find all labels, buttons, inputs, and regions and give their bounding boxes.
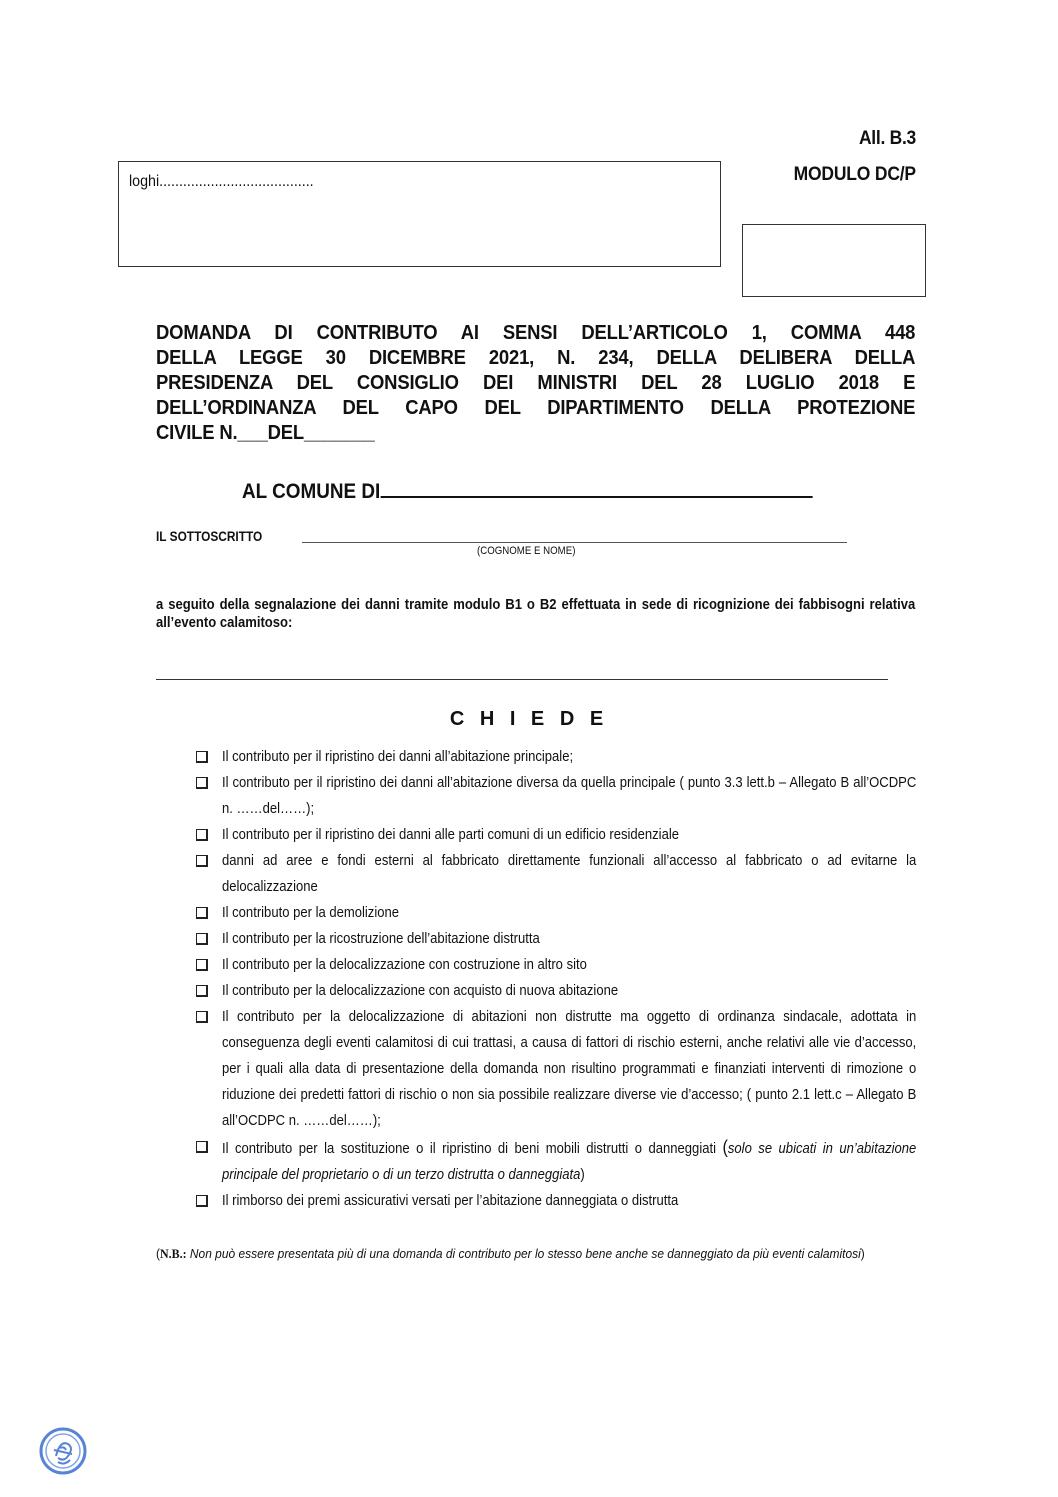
option-label: Il contributo per il ripristino dei danni all’abitazione diversa da quella principale ( punto 3.3 lett.b – Allegato B all’OCDPC n. ……del……); [222,775,917,817]
recipient-label: AL COMUNE DI [242,480,381,503]
request-option [194,1004,917,1134]
title-line: DELL’ORDINANZA DEL CAPO DEL DIPARTIMENTO DELLA PROTEZIONE [156,396,916,419]
checkbox-icon[interactable] [196,1195,208,1207]
applicant-label: IL SOTTOSCRITTO [156,529,263,544]
request-option [194,770,917,822]
recipient-field[interactable] [380,478,812,498]
logo-box [118,161,721,267]
request-option [194,900,917,926]
applicant-field[interactable] [302,542,847,543]
request-option [194,952,917,978]
title-line: DOMANDA DI CONTRIBUTO AI SENSI DELL’ARTICOLO 1, COMMA 448 [156,321,916,344]
recipient-row [242,478,812,504]
checkbox-icon[interactable] [196,751,208,763]
checkbox-icon[interactable] [196,907,208,919]
event-intro-text: a seguito della segnalazione dei danni tramite modulo B1 o B2 effettuata in sede di ricognizione dei fabbisogni relativa all’evento calamitoso: [156,597,916,631]
request-option [194,822,917,848]
document-title [156,320,916,445]
checkbox-icon[interactable] [196,777,208,789]
title-line: PRESIDENZA DEL CONSIGLIO DEI MINISTRI DEL 28 LUGLIO 2018 E [156,371,916,394]
logo-placeholder: loghi....................................... [129,173,314,190]
form-code: MODULO DC/P [793,164,916,185]
request-option [194,978,917,1004]
option-label: Il contributo per il ripristino dei danni alle parti comuni di un edificio residenziale [222,827,680,843]
option-label: danni ad aree e fondi esterni al fabbricato direttamente funzionali all’accesso al fabbricato o ad evitarne la delocalizzazione [222,853,917,895]
request-option [194,1188,917,1214]
attachment-code: All. B.3 [858,128,916,149]
option-label: Il contributo per la demolizione [222,905,400,921]
footnote-body: Non può essere presentata più di una domanda di contributo per lo stesso bene anche se danneggiato da più eventi calamitosi [189,1246,861,1261]
request-option [194,848,917,900]
seal-icon [38,1426,88,1476]
footnote-text: (N.B.: Non può essere presentata più di una domanda di contributo per lo stesso bene anche se danneggiato da più eventi calamitosi) [156,1246,865,1261]
option-label-group: Il contributo per la sostituzione o il ripristino di beni mobili distrutti o danneggiati (solo se ubicati in un’abitazione principale del proprietario o di un terzo distrutta o danneggiata) [222,1137,917,1183]
option-label: Il contributo per la delocalizzazione con costruzione in altro sito [222,957,587,973]
option-label: Il contributo per la delocalizzazione di abitazioni non distrutte ma oggetto di ordinanza sindacale, adottata in conseguenza degli eventi calamitosi di cui trattasi, a causa di fattori di rischio esterni, anche relativi alle vie d’accesso, per i quali alla data di presentazione della domanda non risultino programmati e finanziati interventi di rimozione o riduzione dei predetti fattori di rischio o non sia possibile realizzare diverse vie d’accesso; ( punto 2.1 lett.c – Allegato B all’OCDPC n. ……del……); [222,1009,917,1129]
event-field[interactable] [156,679,888,680]
option-label: Il contributo per la delocalizzazione con acquisto di nuova abitazione [222,983,619,999]
checkbox-icon[interactable] [196,959,208,971]
option-label: Il contributo per il ripristino dei danni all’abitazione principale; [222,749,574,765]
applicant-sublabel: (COGNOME E NOME) [477,545,576,557]
option-label: Il contributo per la ricostruzione dell’abitazione distrutta [222,931,540,947]
event-intro [156,596,916,632]
option-label: Il contributo per la sostituzione o il ripristino di beni mobili distrutti o danneggiati [222,1141,717,1157]
checkbox-icon[interactable] [196,985,208,997]
title-line: CIVILE N.___DEL_______ [156,421,375,444]
footnote-label: N.B.: [159,1246,187,1261]
checkbox-icon[interactable] [196,855,208,867]
request-option [194,1134,917,1188]
checkbox-icon[interactable] [196,933,208,945]
option-label: Il rimborso dei premi assicurativi versati per l’abitazione danneggiata o distrutta [222,1193,679,1209]
request-option [194,744,917,770]
title-line: DELLA LEGGE 30 DICEMBRE 2021, N. 234, DELLA DELIBERA DELLA [156,346,916,369]
request-heading: C H I E D E [449,708,609,730]
request-option [194,926,917,952]
footnote [156,1246,918,1262]
protocol-stamp-box [742,224,926,297]
checkbox-icon[interactable] [196,1141,208,1153]
request-options [194,744,917,1214]
note-open-paren: ( [722,1137,728,1157]
checkbox-icon[interactable] [196,1011,208,1023]
checkbox-icon[interactable] [196,829,208,841]
option-note: solo se ubicati in un’abitazione principale del proprietario o di un terzo distrutta o danneggiata [222,1141,917,1183]
